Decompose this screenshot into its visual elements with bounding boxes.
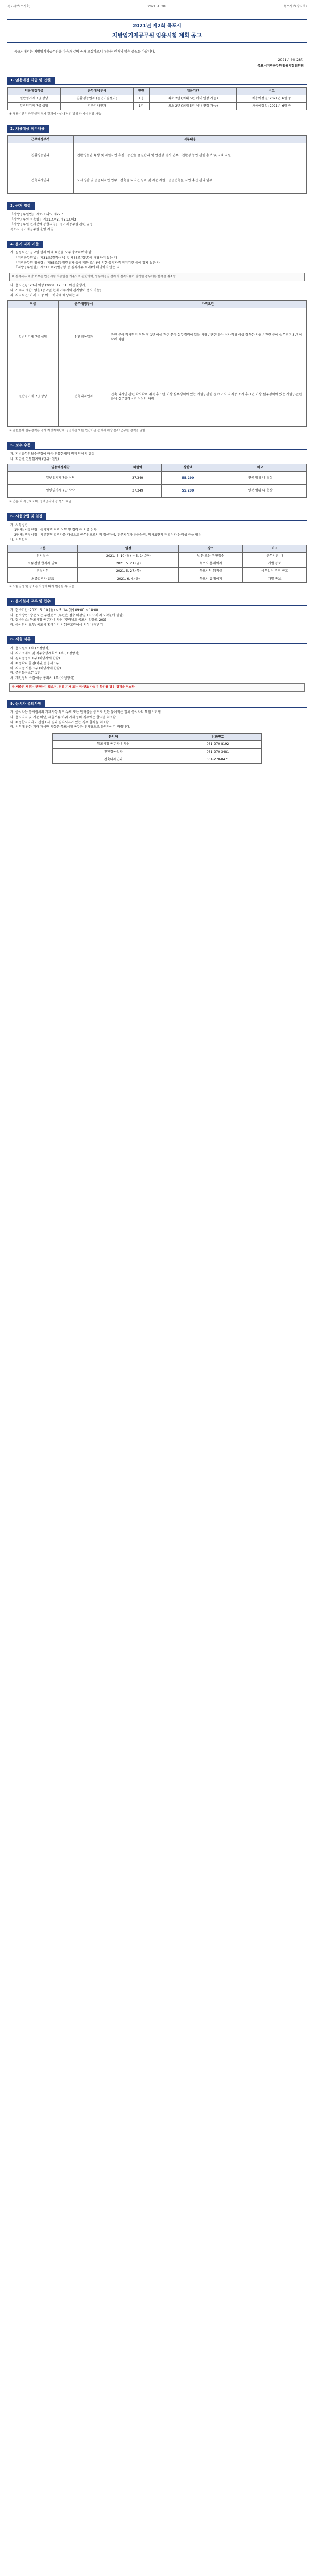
table-header: 직급 [8,300,59,308]
table-row: 목포시청 총무과 인사팀 061-270-8192 [53,741,262,749]
documents-note-box: ※ 제출된 서류는 반환하지 않으며, 허위 기재 또는 위·변조 사실이 확인될 경우 합격을 취소함 [9,683,305,692]
header-bar [7,4,307,10]
table-row: 일반임기제 7급 상당 친환경농업과 관련 분야 학사학위 취득 후 1년 이상 관련 분야 실무경력이 있는 사람 / 관련 분야 석사학위 이상 취득한 사람 / 관련 분야 실무경력 3년 이상인 사람 [8,308,307,367]
list-item: 「지방공무원법」 제25조의5, 제27조 [10,213,64,217]
list-item: 다. 경력증명서 1부 (해당자에 한함) [10,656,60,660]
table-header: 문의처 [53,733,174,741]
list-item: 바. 주민등록초본 1부 [10,671,40,675]
table-row: 건축디자인과 061-270-8471 [53,756,262,764]
section-heading: 6. 시험방법 및 일정 [7,513,46,520]
table-header: 구분 [8,545,78,553]
list-item: 사. 개인정보 수집·이용 동의서 1부 (소정양식) [10,676,75,680]
section-heading: 7. 응시원서 교부 및 접수 [7,598,55,605]
schedule-table [7,545,307,583]
list-item: 나. 직급별 연봉한계액 (단위: 천원) [10,457,59,461]
list-item: 2단계: 면접시험 - 서류전형 합격자를 대상으로 공무원으로서의 정신자세, 전문지식과 응용능력, 의사표현의 정확성과 논리성 등을 평정 [14,533,202,537]
qualification-table [7,300,307,427]
table-header: 일정 [78,545,179,553]
table-row: 면접시험 2021. 5. 27.(목) 목포시청 회의실 세부일정 추후 공고 [8,567,307,575]
table-header: 하한액 [113,464,162,472]
section-heading: 4. 응시 자격 기준 [7,241,43,248]
table-header: 인원 [133,87,149,95]
section-notes [7,700,307,764]
table-row: 서류전형 합격자 발표 2021. 5. 21.(금) 목포시 홈페이지 개별 통보 [8,560,307,568]
table-header: 채용기간 [149,87,237,95]
section-heading: 8. 제출 서류 [7,636,35,643]
notice-date: 2021년 4월 28일 [278,58,304,62]
list-item: 목포시 임기제공무원 운영 지침 [10,227,54,231]
list-item: 가. 지방공무원보수규정에 따라 연봉한계액 범위 안에서 결정 [10,452,95,456]
list-item: 다. 최종합격자라도 신원조사 결과 결격사유가 있는 경우 합격을 취소함 [10,720,109,724]
table-row: 친환경농업과 · 친환경농업 육성 및 지원사업 추진 · 농산물 품질관리 및 안전성 검사 업무 · 친환경 농업 관련 홍보 및 교육 지원 [8,143,307,168]
salary-table [7,464,307,498]
table-header: 비고 [237,87,307,95]
list-item: 가. 응시원서 1부 (소정양식) [10,647,50,651]
list-item: 라. 시험에 관한 기타 자세한 사항은 목포시청 총무과 인사팀으로 문의하시기 바랍니다. [10,725,130,730]
section-documents [7,636,307,691]
section-positions [7,77,307,117]
salary-note: ※ 연봉 외 직급보조비, 정액급식비 등 별도 지급 [9,500,72,503]
table-header: 근무예정부서 [58,300,109,308]
table-header: 장소 [179,545,243,553]
section-salary [7,442,307,504]
section-legal-basis [7,202,307,232]
table-row: 일반임기제 7급 상당 37,349 55,290 연봉 범위 내 협상 [8,484,307,497]
header-left: 목포시보(수시호) [7,5,31,8]
section-heading: 5. 보수 수준 [7,442,35,449]
table-row: 건축디자인과 · 도시경관 및 공공디자인 업무 · 건축물 디자인 심의 및 자문 지원 · 공공건축물 사업 추진 관리 업무 [8,168,307,194]
header-center: 2021. 4. 28. [147,5,167,8]
list-item: 가. 공통요건: 공고일 현재 아래 요건을 모두 충족하여야 함 [10,251,92,255]
table-header: 근무예정부서 [8,135,74,143]
section-eligibility [7,241,307,434]
table-row: 일반임기제 7급 상당 건축디자인과 1명 최초 2년 (최대 5년 이내 연장 가능) 채용예정일: 2021년 6월 중 [8,103,307,110]
positions-table [7,87,307,110]
intro-text: 목포시에서는 지방임기제공무원을 다음과 같이 공개 모집하오니 유능한 인재의 많은 응모를 바랍니다. [14,50,155,54]
notice-signer: 목포시지방공무원임용시험위원회 [257,64,304,68]
list-item: 다. 접수장소: 목포시청 총무과 인사팀 (전라남도 목포시 양을로 203) [10,618,106,622]
section-heading: 1. 임용예정 직급 및 인원 [7,77,55,84]
title-line-2: 지방임기제공무원 임용시험 계획 공고 [112,32,202,39]
list-item: 나. 응시자격 및 기준 미달, 제출서류 허위 기재 등의 경우에는 합격을 취소함 [10,715,116,719]
notice-page [7,0,307,771]
section-heading: 2. 채용대상 직무내용 [7,125,49,133]
qualification-note: ※ 관련분야 실무경력은 국가·지방자치단체·공공기관 또는 민간기관 등에서 해당 분야 근무한 경력을 말함 [9,429,146,433]
list-item: 「지방공무원법」 제31조(결격사유) 및 제66조(정년)에 해당하지 않는 자 [14,256,118,260]
list-item: 나. 시험일정 [10,538,28,542]
title-line-1: 2021년 제2회 목포시 [133,23,181,29]
table-row: 친환경농업과 061-270-3481 [53,749,262,756]
section-exam-schedule [7,513,307,589]
list-item: 라. 최종학력 졸업(학위)증명서 1부 [10,662,59,666]
table-row: 일반임기제 7급 상당 건축디자인과 건축·디자인 관련 학사학위 취득 후 1년 이상 실무경력이 있는 사람 / 관련 분야 기사 자격증 소지 후 1년 이상 실무경력이 있는 사람 / 관련 분야 실무경력 4년 이상인 사람 [8,367,307,427]
duties-table [7,135,307,194]
table-header: 전화번호 [174,733,262,741]
list-item: 마. 자격증 사본 1부 (해당자에 한함) [10,666,61,670]
table-header: 직무내용 [73,135,306,143]
list-item: 가. 시험방법 [10,523,28,527]
list-item: 라. 응시원서 교부: 목포시 홈페이지 시험공고란에서 서식 내려받기 [10,623,103,627]
table-header: 임용예정직급 [8,87,61,95]
section-duties [7,125,307,194]
table-row: 일반임기제 7급 상당 친환경농업과 (농업기술센터) 1명 최초 2년 (최대 5년 이내 연장 가능) 채용예정일: 2021년 6월 중 [8,95,307,103]
list-item: 「지방공무원 인사분야 통합지침」 임기제공무원 관련 규정 [10,223,93,227]
list-item: 다. 거주지 제한: 없음 (공고일 현재 거주지와 관계없이 응시 가능) [10,289,102,293]
table-header: 비고 [243,545,307,553]
section-heading: 3. 근거 법령 [7,202,35,210]
list-item: 「지방공무원 임용령」 제21조의2, 제21조의3 [10,217,76,222]
positions-note: ※ 채용기간은 근무실적 평가 결과에 따라 5년의 범위 안에서 연장 가능 [9,112,102,116]
table-header: 상한액 [162,464,214,472]
table-header: 임용예정직급 [8,464,113,472]
table-row: 원서접수 2021. 5. 10.(월) ~ 5. 14.(금) 방문 또는 우편접수 근무시간 내 [8,552,307,560]
list-item: 나. 접수방법: 방문 또는 우편접수 (우편은 접수 마감일 18:00까지 도착분에 한함) [10,613,124,617]
list-item: 나. 자기소개서 및 직무수행계획서 1부 (소정양식) [10,651,80,655]
table-header: 자격요건 [109,300,307,308]
list-item: 가. 접수기간: 2021. 5. 10.(월) ~ 5. 14.(금) 09:00 ~ 18:00 [10,608,98,612]
list-item: 1단계: 서류전형 - 응시자격 적격 여부 및 경력 등 서류 심사 [14,528,97,532]
title-banner [7,19,307,43]
contact-table [52,733,262,764]
list-item: 나. 응시연령: 20세 이상 (2001. 12. 31. 이전 출생자) [10,283,87,287]
list-item: 라. 자격요건: 아래 표 중 어느 하나에 해당하는 자 [10,293,79,297]
table-row: 일반임기제 7급 상당 37,349 55,290 연봉 범위 내 협상 [8,471,307,484]
section-heading: 9. 응시자 유의사항 [7,700,45,708]
schedule-note: ※ 시험일정 및 장소는 사정에 따라 변경될 수 있음 [9,585,74,589]
header-right: 목포시보(수시호) [283,5,307,8]
eligibility-note-box: ※ 결격사유 해당 여부는 면접시험 최종일을 기준으로 판단하며, 임용예정일 전까지 결격사유가 발생한 경우에는 합격을 취소함 [9,273,305,281]
list-item: 「지방공무원 임용령」 제65조(부정행위자 등에 대한 조치)에 의한 응시자격 정지기간 중에 있지 않은 자 [14,261,160,265]
table-header: 비고 [214,464,306,472]
table-row: 최종합격자 발표 2021. 6. 4.(금) 목포시 홈페이지 개별 통보 [8,575,307,583]
section-application [7,598,307,628]
list-item: 「지방공무원법」 제31조의2(벌금형 등 결격사유 특례)에 해당하지 않는 자 [14,266,120,270]
list-item: 가. 응시자는 응시원서의 기재사항 착오·누락 또는 연락불능 등으로 인한 불이익은 일체 응시자의 책임으로 함 [10,710,161,715]
table-header: 근무예정부서 [61,87,134,95]
